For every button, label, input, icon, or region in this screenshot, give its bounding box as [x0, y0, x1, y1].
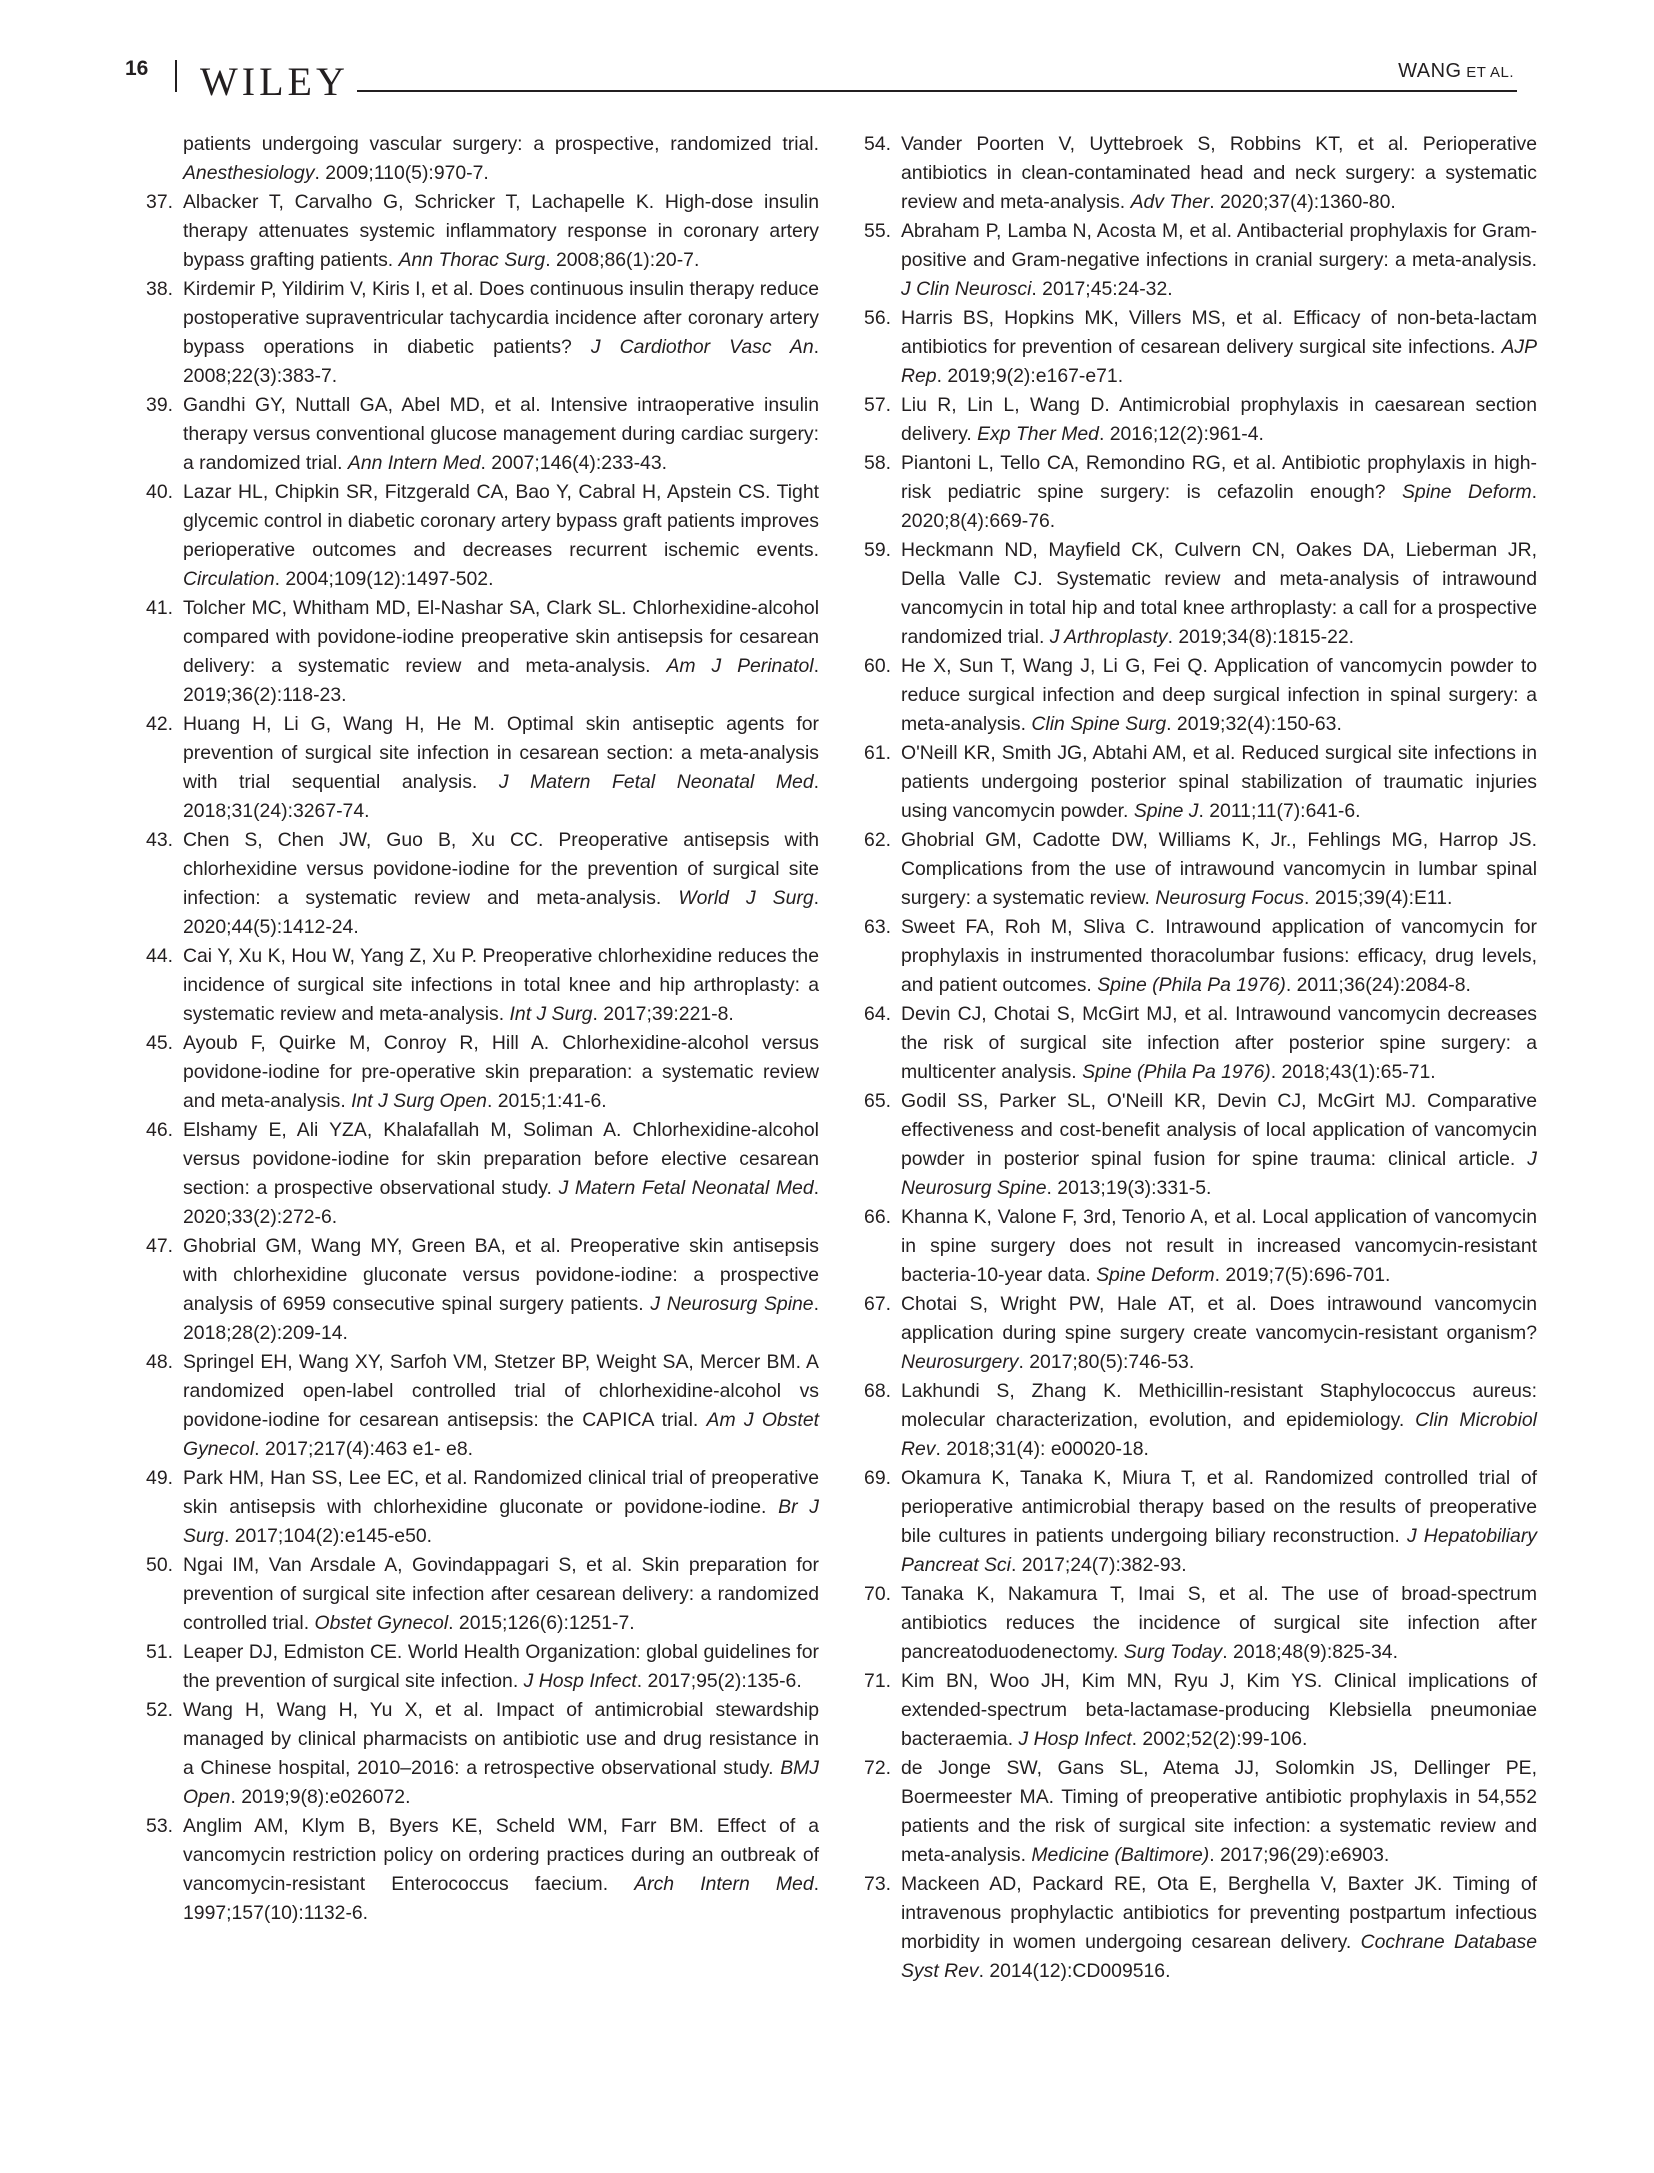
reference-item [864, 739, 1537, 826]
reference-number: 64. [864, 1003, 891, 1025]
reference-citation: . 2018;43(1):65-71. [1270, 1061, 1436, 1083]
reference-text: Albacker T, Carvalho G, Schricker T, Lachapelle K. High-dose insulin therapy attenuates systemic inflammatory response in coronary artery bypass grafting patients. [183, 191, 819, 271]
reference-journal: Int J Surg Open [351, 1090, 487, 1112]
reference-item [146, 1551, 819, 1638]
reference-journal: Surg Today [1123, 1641, 1223, 1663]
reference-citation: . 2008;22(3):383-7. [183, 336, 820, 387]
reference-text: Gandhi GY, Nuttall GA, Abel MD, et al. Intensive intraoperative insulin therapy versus conventional glucose management during cardiac surgery: a randomized trial. [183, 394, 819, 474]
reference-item [146, 1638, 819, 1696]
reference-item [864, 217, 1537, 304]
reference-journal: Am J Obstet Gynecol [183, 1409, 819, 1460]
reference-citation: . 2017;96(29):e6903. [1209, 1844, 1390, 1866]
reference-citation: . 2017;45:24-32. [1031, 278, 1173, 300]
reference-journal: Br J Surg [183, 1496, 819, 1547]
reference-item [864, 304, 1537, 391]
reference-citation: . 2009;110(5):970-7. [314, 162, 489, 184]
reference-item [146, 1348, 819, 1464]
reference-number: 50. [146, 1554, 173, 1576]
reference-item [146, 1696, 819, 1812]
reference-citation: . 2019;34(8):1815-22. [1167, 626, 1355, 648]
reference-text: Vander Poorten V, Uyttebroek S, Robbins KT, et al. Perioperative antibiotics in clean-contaminated head and neck surgery: a systematic review and meta-analysis. [901, 133, 1537, 213]
reference-journal: J Matern Fetal Neonatal Med [558, 1177, 814, 1199]
reference-text: Ghobrial GM, Cadotte DW, Williams K, Jr., Fehlings MG, Harrop JS. Complications from the use of intrawound vancomycin in lumbar spinal surgery: a systematic review. [901, 829, 1537, 909]
reference-citation: . 2015;126(6):1251-7. [448, 1612, 635, 1634]
reference-number: 46. [146, 1119, 173, 1141]
reference-number: 48. [146, 1351, 173, 1373]
reference-citation: . 2019;7(5):696-701. [1214, 1264, 1391, 1286]
running-head-authors: WANG [1398, 60, 1462, 82]
reference-number: 53. [146, 1815, 173, 1837]
reference-journal: AJP Rep [901, 336, 1537, 387]
reference-text: Abraham P, Lamba N, Acosta M, et al. Antibacterial prophylaxis for Gram-positive and Gram-negative infections in cranial surgery: a meta-analysis. [901, 220, 1537, 271]
reference-text: Mackeen AD, Packard RE, Ota E, Berghella V, Baxter JK. Timing of intravenous prophylactic antibiotics for preventing postpartum infectious morbidity in women undergoing cesarean delivery. [901, 1873, 1537, 1953]
reference-number: 42. [146, 713, 173, 735]
reference-citation: . 2019;9(2):e167-e71. [936, 365, 1124, 387]
reference-number: 72. [864, 1757, 891, 1779]
reference-journal: J Arthroplasty [1049, 626, 1168, 648]
reference-text: Springel EH, Wang XY, Sarfoh VM, Stetzer BP, Weight SA, Mercer BM. A randomized open-label controlled trial of chlorhexidine-alcohol vs povidone-iodine for cesarean antisepsis: the CAPICA trial. [183, 1351, 819, 1431]
reference-citation: . 2015;1:41-6. [486, 1090, 607, 1112]
reference-journal: J Hosp Infect [1018, 1728, 1132, 1750]
reference-number: 43. [146, 829, 173, 851]
reference-journal: Int J Surg [509, 1003, 593, 1025]
reference-journal: Spine J [1133, 800, 1199, 822]
reference-item [183, 130, 819, 188]
reference-citation: . 2020;37(4):1360-80. [1209, 191, 1396, 213]
reference-number: 61. [864, 742, 891, 764]
reference-number: 60. [864, 655, 891, 677]
reference-item [864, 1290, 1537, 1377]
reference-journal: J Neurosurg Spine [901, 1148, 1537, 1199]
reference-citation: . 2018;28(2):209-14. [183, 1293, 819, 1344]
reference-text: Devin CJ, Chotai S, McGirt MJ, et al. Intrawound vancomycin decreases the risk of surgical site infection after posterior spine surgery: a multicenter analysis. [901, 1003, 1537, 1083]
reference-text: Lazar HL, Chipkin SR, Fitzgerald CA, Bao Y, Cabral H, Apstein CS. Tight glycemic control in diabetic coronary artery bypass graft patients improves perioperative outcomes and decreases recurrent ischemic events. [183, 481, 819, 561]
reference-citation: . 2007;146(4):233-43. [480, 452, 668, 474]
reference-journal: Neurosurg Focus [1155, 887, 1305, 909]
reference-journal: Ann Intern Med [347, 452, 481, 474]
reference-text: Tanaka K, Nakamura T, Imai S, et al. The use of broad-spectrum antibiotics reduces the incidence of surgical site infection after pancreatoduodenectomy. [901, 1583, 1537, 1663]
reference-citation: . 2002;52(2):99-106. [1131, 1728, 1308, 1750]
reference-item [146, 1116, 819, 1232]
reference-number: 45. [146, 1032, 173, 1054]
reference-citation: . 2016;12(2):961-4. [1098, 423, 1264, 445]
reference-journal: Am J Perinatol [666, 655, 814, 677]
reference-journal: Arch Intern Med [634, 1873, 814, 1895]
reference-journal: J Cardiothor Vasc An [590, 336, 814, 358]
reference-text: Godil SS, Parker SL, O'Neill KR, Devin CJ, McGirt MJ. Comparative effectiveness and cost-benefit analysis of local application of vancomycin powder in posterior spinal fusion for spine trauma: clinical article. [901, 1090, 1537, 1170]
reference-number: 44. [146, 945, 173, 967]
reference-citation: . 2015;39(4):E11. [1304, 887, 1453, 909]
reference-item [864, 1754, 1537, 1870]
reference-journal: Clin Microbiol Rev [901, 1409, 1537, 1460]
reference-number: 58. [864, 452, 891, 474]
reference-item [146, 1029, 819, 1116]
reference-text: Huang H, Li G, Wang H, He M. Optimal skin antiseptic agents for prevention of surgical site infection in cesarean section: a meta-analysis with trial sequential analysis. [183, 713, 819, 793]
reference-text: Cai Y, Xu K, Hou W, Yang Z, Xu P. Preoperative chlorhexidine reduces the incidence of surgical site infections in total knee and hip arthroplasty: a systematic review and meta-analysis. [183, 945, 819, 1025]
reference-number: 71. [864, 1670, 891, 1692]
reference-number: 39. [146, 394, 173, 416]
reference-text: Ngai IM, Van Arsdale A, Govindappagari S, et al. Skin preparation for prevention of surgical site infection after cesarean delivery: a randomized controlled trial. [183, 1554, 819, 1634]
reference-journal: World J Surg [678, 887, 814, 909]
reference-text: Park HM, Han SS, Lee EC, et al. Randomized clinical trial of preoperative skin antisepsis with chlorhexidine gluconate or povidone-iodine. [183, 1467, 819, 1518]
reference-item [864, 536, 1537, 652]
reference-citation: . 2017;95(2):135-6. [636, 1670, 802, 1692]
reference-text: Lakhundi S, Zhang K. Methicillin-resistant Staphylococcus aureus: molecular characterization, evolution, and epidemiology. [901, 1380, 1537, 1431]
reference-number: 73. [864, 1873, 891, 1895]
reference-number: 67. [864, 1293, 891, 1315]
reference-citation: . 2018;31(24):3267-74. [183, 771, 819, 822]
reference-text: Piantoni L, Tello CA, Remondino RG, et al. Antibiotic prophylaxis in high-risk pediatric spine surgery: is cefazolin enough? [901, 452, 1537, 503]
reference-journal: Clin Spine Surg [1031, 713, 1167, 735]
reference-text: Liu R, Lin L, Wang D. Antimicrobial prophylaxis in caesarean section delivery. [901, 394, 1537, 445]
reference-item [146, 1464, 819, 1551]
reference-number: 52. [146, 1699, 173, 1721]
reference-text: Harris BS, Hopkins MK, Villers MS, et al. Efficacy of non-beta-lactam antibiotics for prevention of cesarean delivery surgical site infections. [901, 307, 1537, 358]
reference-number: 47. [146, 1235, 173, 1257]
reference-text: Wang H, Wang H, Yu X, et al. Impact of antimicrobial stewardship managed by clinical pharmacists on antibiotic use and drug resistance in a Chinese hospital, 2010–2016: a retrospective observational study. [183, 1699, 819, 1779]
reference-citation: . 2008;86(1):20-7. [545, 249, 700, 271]
reference-item [146, 1812, 820, 1928]
reference-item [864, 1870, 1537, 1986]
reference-text: Heckmann ND, Mayfield CK, Culvern CN, Oakes DA, Lieberman JR, Della Valle CJ. Systematic review and meta-analysis of intrawound vancomycin in total hip and total knee arthroplasty: a call for a prospective randomized trial. [901, 539, 1537, 648]
reference-number: 38. [146, 278, 173, 300]
reference-text: Anglim AM, Klym B, Byers KE, Scheld WM, Farr BM. Effect of a vancomycin restriction policy on ordering practices during an outbreak of vancomycin-resistant Enterococcus faecium. [183, 1815, 819, 1895]
reference-journal: Medicine (Baltimore) [1031, 1844, 1210, 1866]
reference-column-left [146, 130, 820, 1928]
reference-text: Okamura K, Tanaka K, Miura T, et al. Randomized controlled trial of perioperative antimicrobial therapy based on the results of preoperative bile cultures in patients undergoing biliary reconstruction. [901, 1467, 1537, 1547]
reference-journal: Anesthesiology [183, 162, 315, 184]
reference-item [146, 710, 819, 826]
reference-citation: . 2018;48(9):825-34. [1222, 1641, 1398, 1663]
reference-text: Leaper DJ, Edmiston CE. World Health Organization: global guidelines for the prevention of surgical site infection. [183, 1641, 819, 1692]
reference-item [146, 275, 820, 391]
reference-journal: Exp Ther Med [977, 423, 1099, 445]
page-number: 16 [125, 57, 149, 80]
reference-item [864, 1580, 1537, 1667]
reference-text: Ayoub F, Quirke M, Conroy R, Hill A. Chlorhexidine-alcohol versus povidone-iodine for pre-operative skin preparation: a systematic review and meta-analysis. [183, 1032, 819, 1112]
reference-item [864, 826, 1537, 913]
reference-item [864, 449, 1537, 536]
reference-text: de Jonge SW, Gans SL, Atema JJ, Solomkin JS, Dellinger PE, Boermeester MA. Timing of preoperative antibiotic prophylaxis in 54,552 patients and the risk of surgical site infection: a systematic review and meta-analysis. [901, 1757, 1537, 1866]
reference-journal: Obstet Gynecol [314, 1612, 449, 1634]
reference-number: 65. [864, 1090, 891, 1112]
reference-item [146, 1232, 819, 1348]
reference-journal: Spine (Phila Pa 1976) [1082, 1061, 1271, 1083]
reference-number: 62. [864, 829, 891, 851]
reference-item [864, 1087, 1537, 1203]
reference-text: Sweet FA, Roh M, Sliva C. Intrawound application of vancomycin for prophylaxis in instrumented thoracolumbar fusions: efficacy, drug levels, and patient outcomes. [901, 916, 1537, 996]
page-header [0, 0, 1654, 140]
reference-item [864, 1377, 1537, 1464]
header-divider-tick [175, 60, 177, 92]
reference-number: 54. [864, 133, 891, 155]
reference-citation: . 2013;19(3):331-5. [1046, 1177, 1212, 1199]
reference-number: 41. [146, 597, 173, 619]
reference-journal: Neurosurgery [901, 1351, 1019, 1373]
reference-citation: . 2020;33(2):272-6. [183, 1177, 819, 1228]
reference-item [864, 913, 1537, 1000]
reference-column-right [864, 130, 1537, 1986]
reference-citation: . 2011;11(7):641-6. [1198, 800, 1361, 822]
reference-number: 59. [864, 539, 891, 561]
reference-item [146, 188, 819, 275]
reference-number: 37. [146, 191, 173, 213]
header-rule [357, 90, 1517, 92]
reference-text: Kirdemir P, Yildirim V, Kiris I, et al. Does continuous insulin therapy reduce postoperative supraventricular tachycardia incidence after coronary artery bypass operations in diabetic patients? [183, 278, 819, 358]
reference-item [864, 1000, 1537, 1087]
reference-item [864, 391, 1537, 449]
reference-text: O'Neill KR, Smith JG, Abtahi AM, et al. Reduced surgical site infections in patients undergoing posterior spinal stabilization of traumatic injuries using vancomycin powder. [901, 742, 1537, 822]
running-head [1398, 60, 1514, 83]
reference-journal: Spine Deform [1401, 481, 1532, 503]
reference-journal: Circulation [183, 568, 275, 590]
reference-journal: J Matern Fetal Neonatal Med [498, 771, 814, 793]
reference-number: 49. [146, 1467, 173, 1489]
reference-journal: Spine Deform [1096, 1264, 1215, 1286]
reference-text: Ghobrial GM, Wang MY, Green BA, et al. Preoperative skin antisepsis with chlorhexidine gluconate versus povidone-iodine: a prospective analysis of 6959 consecutive spinal surgery patients. [183, 1235, 819, 1315]
reference-citation: . 2018;31(4): e00020-18. [935, 1438, 1149, 1460]
reference-journal: J Neurosurg Spine [650, 1293, 814, 1315]
reference-item [146, 826, 819, 942]
reference-number: 55. [864, 220, 891, 242]
publisher-logo: WILEY [200, 59, 349, 104]
reference-number: 66. [864, 1206, 891, 1228]
reference-item [864, 1667, 1537, 1754]
reference-citation: . 2020;44(5):1412-24. [183, 887, 819, 938]
reference-citation: . 2017;80(5):746-53. [1018, 1351, 1195, 1373]
reference-citation: . 2017;104(2):e145-e50. [223, 1525, 433, 1547]
reference-journal: Cochrane Database Syst Rev [901, 1931, 1537, 1982]
reference-journal: J Clin Neurosci [901, 278, 1032, 300]
reference-item [146, 478, 819, 594]
reference-journal: Ann Thorac Surg [398, 249, 546, 271]
reference-text: Chotai S, Wright PW, Hale AT, et al. Does intrawound vancomycin application during spine surgery create vancomycin-resistant organism? [901, 1293, 1537, 1344]
reference-text: patients undergoing vascular surgery: a prospective, randomized trial. [183, 133, 819, 155]
reference-text: Kim BN, Woo JH, Kim MN, Ryu J, Kim YS. Clinical implications of extended-spectrum beta-lactamase-producing Klebsiella pneumoniae bacteraemia. [901, 1670, 1537, 1750]
reference-journal: J Hepatobiliary Pancreat Sci [901, 1525, 1537, 1576]
reference-text: Chen S, Chen JW, Guo B, Xu CC. Preoperative antisepsis with chlorhexidine versus povidone-iodine for the prevention of surgical site infection: a systematic review and meta-analysis. [183, 829, 819, 909]
reference-number: 56. [864, 307, 891, 329]
reference-journal: Spine (Phila Pa 1976) [1097, 974, 1286, 996]
reference-number: 57. [864, 394, 891, 416]
reference-item [146, 942, 819, 1029]
reference-number: 68. [864, 1380, 891, 1402]
reference-number: 51. [146, 1641, 173, 1663]
reference-text: He X, Sun T, Wang J, Li G, Fei Q. Application of vancomycin powder to reduce surgical infection and deep surgical infection in spinal surgery: a meta-analysis. [901, 655, 1537, 735]
reference-number: 40. [146, 481, 173, 503]
reference-citation: . 2019;9(8):e026072. [230, 1786, 411, 1808]
reference-item [864, 1203, 1537, 1290]
reference-item [864, 1464, 1537, 1580]
reference-item [146, 594, 819, 710]
reference-item [146, 391, 819, 478]
reference-citation: . 2019;32(4):150-63. [1166, 713, 1342, 735]
reference-number: 69. [864, 1467, 891, 1489]
reference-citation: . 2019;36(2):118-23. [183, 655, 819, 706]
reference-citation: . 2020;8(4):669-76. [901, 481, 1537, 532]
reference-citation: . 2011;36(24):2084-8. [1285, 974, 1471, 996]
running-head-etal: ET AL. [1461, 64, 1514, 81]
reference-journal: Adv Ther [1130, 191, 1210, 213]
reference-item [864, 652, 1537, 739]
reference-text: Elshamy E, Ali YZA, Khalafallah M, Soliman A. Chlorhexidine-alcohol versus povidone-iodine for skin preparation before elective cesarean section: a prospective observational study. [183, 1119, 819, 1199]
reference-text: Khanna K, Valone F, 3rd, Tenorio A, et al. Local application of vancomycin in spine surgery does not result in increased vancomycin-resistant bacteria-10-year data. [901, 1206, 1537, 1286]
reference-number: 63. [864, 916, 891, 938]
reference-citation: . 2004;109(12):1497-502. [274, 568, 494, 590]
reference-journal: BMJ Open [183, 1757, 819, 1808]
reference-number: 70. [864, 1583, 891, 1605]
reference-journal: J Hosp Infect [523, 1670, 637, 1692]
reference-item [864, 130, 1537, 217]
reference-citation: . 2014(12):CD009516. [978, 1960, 1171, 1982]
reference-citation: . 2017;24(7):382-93. [1010, 1554, 1187, 1576]
reference-citation: . 2017;39:221-8. [592, 1003, 734, 1025]
reference-text: Tolcher MC, Whitham MD, El-Nashar SA, Clark SL. Chlorhexidine-alcohol compared with povidone-iodine preoperative skin antisepsis for cesarean delivery: a systematic review and meta-analysis. [183, 597, 819, 677]
reference-citation: . 2017;217(4):463 e1- e8. [254, 1438, 473, 1460]
reference-citation: . 1997;157(10):1132-6. [183, 1873, 820, 1924]
